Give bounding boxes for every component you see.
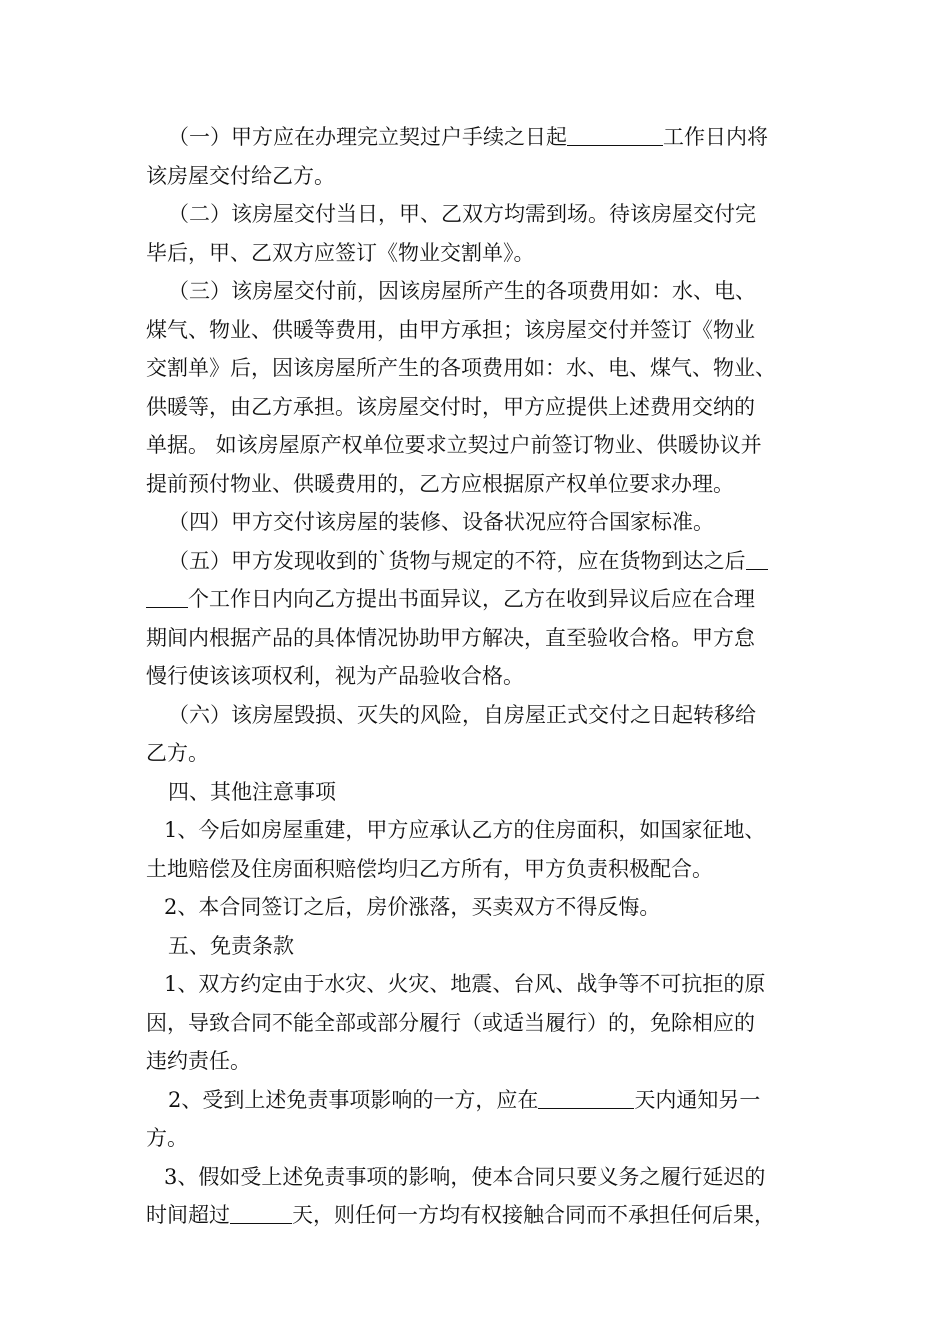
document-body <box>146 118 810 1235</box>
text-line: 违约责任。 <box>146 1049 251 1073</box>
text-line: （六）该房屋毁损、灭失的风险，自房屋正式交付之日起转移给 <box>168 702 756 727</box>
text-line: 慢行使该该项权利，视为产品验收合格。 <box>146 664 524 688</box>
text-line: 2、本合同签订之后，房价涨落，买卖双方不得反悔。 <box>164 895 661 919</box>
text-line: （二）该房屋交付当日，甲、乙双方均需到场。待该房屋交付完 <box>168 202 756 226</box>
text-line: （五）甲方发现收到的`货物与规定的不符，应在货物到达之后 <box>146 542 810 581</box>
text-line: （三）该房屋交付前，因该房屋所产生的各项费用如：水、电、 <box>168 279 756 303</box>
text-line: 该房屋交付给乙方。 <box>146 163 335 188</box>
text-line: 提前预付物业、供暖费用的，乙方应根据原产权单位要求办理。 <box>146 471 734 496</box>
fill-blank <box>538 1086 634 1109</box>
section-heading: 五、免责条款 <box>168 933 294 958</box>
text-line: 2、受到上述免责事项影响的一方，应在 天内通知另一 <box>168 1087 761 1112</box>
text-line: 1、今后如房屋重建，甲方应承认乙方的住房面积，如国家征地、 <box>164 818 766 842</box>
text-line: 因，导致合同不能全部或部分履行（或适当履行）的，免除相应的 <box>146 1010 755 1035</box>
fill-blank <box>230 1201 292 1224</box>
text-line: 3、假如受上述免责事项的影响，使本合同只要义务之履行延迟的 <box>164 1164 766 1189</box>
fill-blank <box>567 123 663 146</box>
text-line: 煤气、物业、供暖等费用，由甲方承担；该房屋交付并签订《物业 <box>146 317 755 342</box>
section-heading: 四、其他注意事项 <box>168 779 336 804</box>
text-line: 1、双方约定由于水灾、火灾、地震、台风、战争等不可抗拒的原 <box>164 972 766 996</box>
text-line: 方。 <box>146 1126 188 1150</box>
text-line: 时间超过 天，则任何一方均有权接触合同而不承担任何后果， <box>146 1203 775 1227</box>
text-line: （四）甲方交付该房屋的装修、设备状况应符合国家标准。 <box>168 510 714 534</box>
text-line: 毕后，甲、乙双方应签订《物业交割单》。 <box>146 240 535 265</box>
text-line: 个工作日内向乙方提出书面异议，乙方在收到异议后应在合理 <box>146 580 810 619</box>
text-line: 供暖等，由乙方承担。该房屋交付时，甲方应提供上述费用交纳的 <box>146 394 755 419</box>
fill-blank <box>146 585 188 608</box>
text-line: 单据。 如该房屋原产权单位要求立契过户前签订物业、供暖协议并 <box>146 433 762 457</box>
text-line: 土地赔偿及住房面积赔偿均归乙方所有，甲方负责积极配合。 <box>146 856 713 881</box>
fill-blank <box>746 547 768 570</box>
text-line: 期间内根据产品的具体情况协助甲方解决，直至验收合格。甲方怠 <box>146 625 755 650</box>
text-line: 乙方。 <box>146 741 209 765</box>
text-line: 交割单》后，因该房屋所产生的各项费用如：水、电、煤气、物业、 <box>146 356 776 380</box>
text-line: （一）甲方应在办理完立契过户手续之日起 工作日内将 <box>168 125 768 149</box>
